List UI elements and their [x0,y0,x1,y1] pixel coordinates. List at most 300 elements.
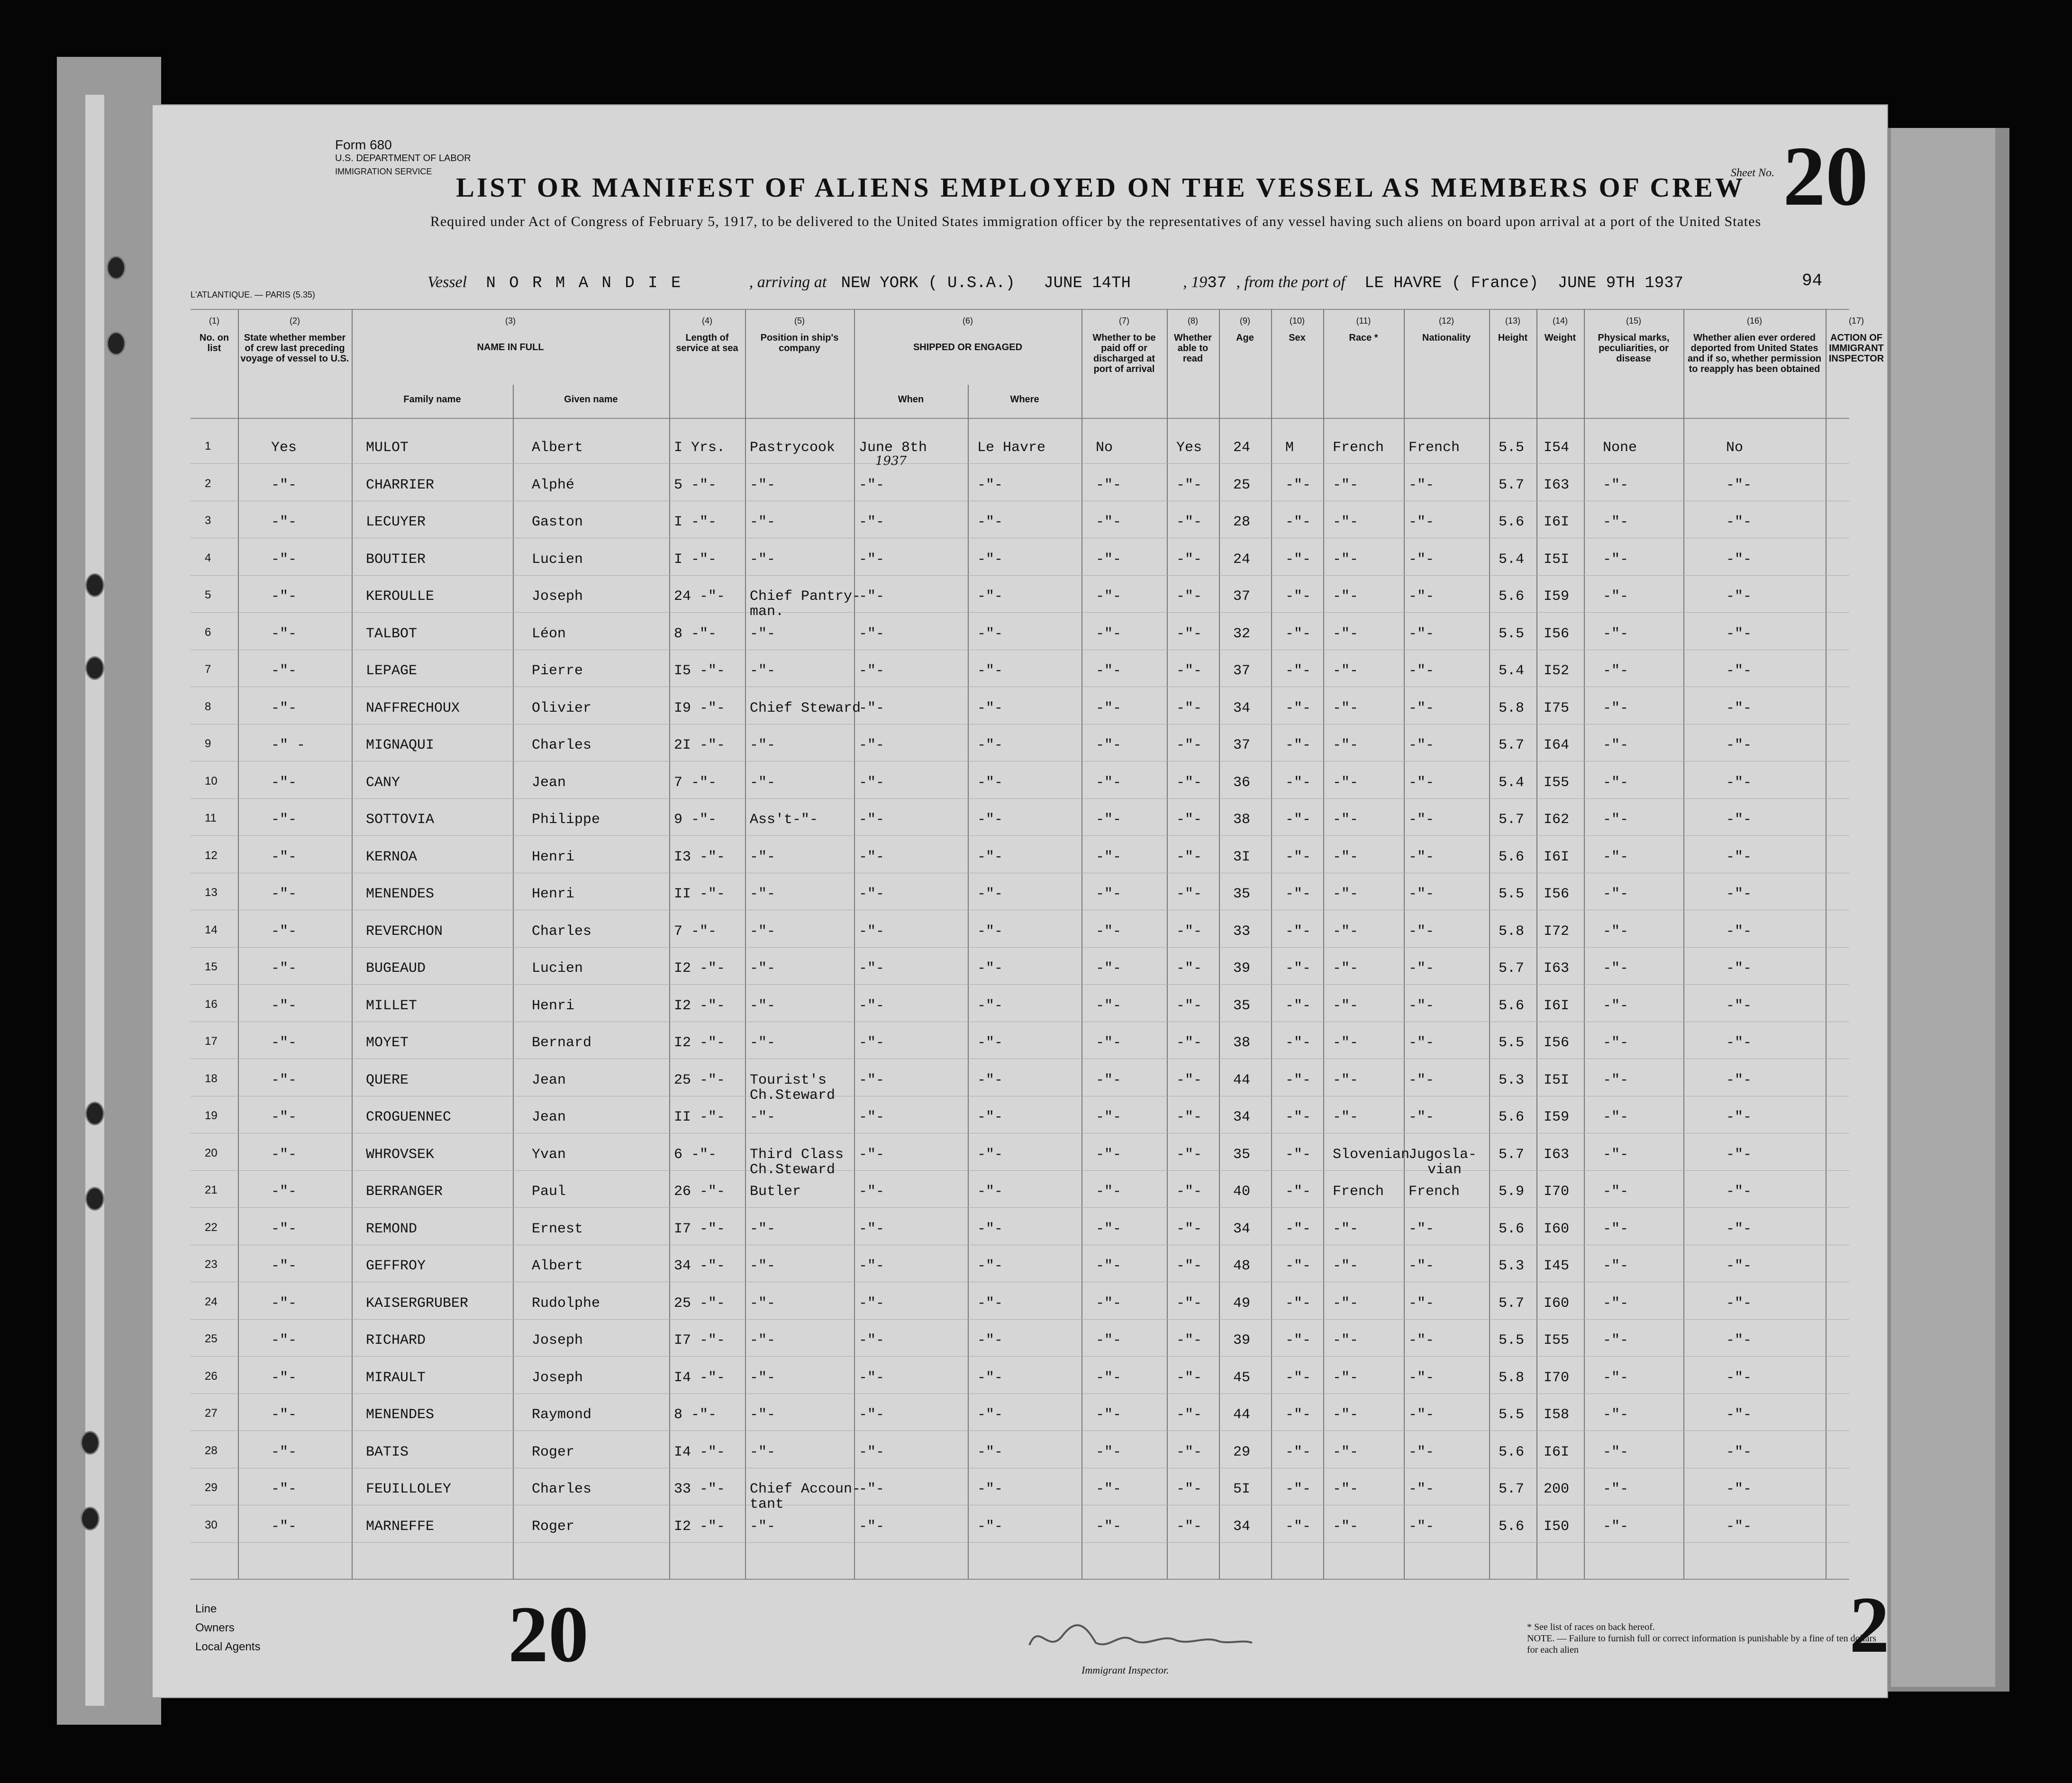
cell-position: -"- [750,1518,776,1535]
column-divider [1219,309,1220,1579]
cell-deported: -"- [1726,700,1752,716]
column-number-c13: (13) [1505,316,1520,326]
cell-service: I2 -"- [674,997,726,1014]
cell-where: -"- [977,886,1003,902]
binder-hole [85,573,104,597]
cell-no: 30 [205,1518,218,1531]
cell-marks: -"- [1603,886,1629,902]
manifest-page [152,104,1888,1698]
cell-age: 38 [1233,1035,1251,1051]
header-top-rule [191,309,1849,310]
cell-when: -"- [859,663,885,679]
row-rule [191,984,1849,985]
cell-given: Alphé [532,477,575,493]
column-number-c2: (2) [290,316,300,326]
row-rule [191,1319,1849,1320]
arriving-label: , arriving at [749,273,827,291]
cell-given: Henri [532,886,575,902]
cell-paid: -"- [1096,700,1122,716]
margin-mark: 94 [1802,271,1823,290]
cell-race: -"- [1333,997,1359,1014]
cell-nationality: French [1409,440,1460,456]
cell-paid: -"- [1096,849,1122,865]
cell-when: -"- [859,1109,885,1125]
cell-nationality: -"- [1409,625,1435,642]
cell-height: 5.7 [1499,812,1525,828]
cell-crew: -"- [271,1295,297,1312]
cell-when: -"- [859,1295,885,1312]
cell-nationality: -"- [1409,849,1435,865]
cell-position-continued: Ch.Steward [750,1087,836,1104]
cell-crew: -"- [271,700,297,716]
cell-deported: -"- [1726,1481,1752,1497]
column-header-c15: Physical marks, peculiarities, or disease [1598,333,1670,364]
row-rule [191,463,1849,464]
cell-position: -"- [750,663,776,679]
cell-deported: -"- [1726,997,1752,1014]
cell-deported: -"- [1726,1258,1752,1274]
cell-crew: Yes [271,440,297,456]
cell-where: -"- [977,997,1003,1014]
cell-given: Bernard [532,1035,592,1051]
cell-service: 24 -"- [674,588,726,605]
cell-race: -"- [1333,849,1359,865]
cell-age: 34 [1233,1221,1251,1237]
cell-no: 14 [205,923,218,936]
cell-height: 5.7 [1499,737,1525,753]
cell-when: -"- [859,737,885,753]
column-header-c1: No. on list [199,333,229,353]
cell-given: Olivier [532,700,592,716]
column-number-c1: (1) [209,316,219,326]
column-header-c3: NAME IN FULL [477,342,544,353]
cell-family: TALBOT [366,625,418,642]
binder-hole [81,1507,100,1530]
cell-weight: I72 [1544,923,1570,940]
cell-no: 18 [205,1072,218,1085]
cell-marks: -"- [1603,1184,1629,1200]
cell-read: -"- [1176,663,1202,679]
cell-deported: -"- [1726,514,1752,530]
sheet-number: 20 [1783,129,1868,223]
cell-crew: -"- [271,1481,297,1497]
cell-nationality: -"- [1409,1109,1435,1125]
cell-paid: -"- [1096,1407,1122,1423]
cell-position-continued: tant [750,1496,784,1512]
cell-family: CHARRIER [366,477,435,493]
arrival-port: NEW YORK ( U.S.A.) [841,274,1015,292]
cell-when: -"- [859,700,885,716]
column-header-c11: Race * [1349,333,1378,343]
cell-nationality: -"- [1409,588,1435,605]
cell-where: -"- [977,477,1003,493]
cell-paid: -"- [1096,1332,1122,1349]
cell-marks: -"- [1603,997,1629,1014]
subheader-where: Where [1010,394,1039,405]
cell-where: -"- [977,663,1003,679]
cell-where: -"- [977,1518,1003,1535]
cell-when: -"- [859,551,885,568]
cell-no: 15 [205,960,218,973]
cell-race: -"- [1333,1407,1359,1423]
cell-sex: -"- [1285,960,1311,977]
cell-sex: -"- [1285,514,1311,530]
cell-family: QUERE [366,1072,409,1088]
cell-race: -"- [1333,700,1359,716]
cell-service: I9 -"- [674,700,726,716]
cell-weight: I60 [1544,1221,1570,1237]
cell-paid: -"- [1096,1035,1122,1051]
cell-position: Pastrycook [750,440,836,456]
cell-deported: -"- [1726,812,1752,828]
cell-race: French [1333,440,1384,456]
cell-position: -"- [750,923,776,940]
cell-crew: -"- [271,886,297,902]
cell-service: 7 -"- [674,923,717,940]
cell-given: Raymond [532,1407,592,1423]
cell-service: I3 -"- [674,849,726,865]
column-number-c11: (11) [1356,316,1371,326]
cell-position: -"- [750,737,776,753]
cell-family: MENENDES [366,1407,435,1423]
cell-weight: I56 [1544,625,1570,642]
column-divider [1271,309,1272,1579]
row-rule [191,1356,1849,1357]
cell-when: -"- [859,1258,885,1274]
column-number-c16: (16) [1746,316,1762,326]
cell-height: 5.6 [1499,1221,1525,1237]
cell-family: REVERCHON [366,923,443,940]
cell-height: 5.8 [1499,700,1525,716]
cell-height: 5.6 [1499,588,1525,605]
cell-given: Jean [532,774,566,791]
cell-height: 5.4 [1499,663,1525,679]
cell-service: 8 -"- [674,1407,717,1423]
cell-sex: -"- [1285,812,1311,828]
cell-crew: -"- [271,1407,297,1423]
cell-deported: -"- [1726,588,1752,605]
cell-weight: I52 [1544,663,1570,679]
vessel-name: N O R M A N D I E [486,274,683,292]
cell-weight: I55 [1544,1332,1570,1349]
cell-race: -"- [1333,477,1359,493]
service-text: IMMIGRATION SERVICE [335,167,432,176]
cell-paid: -"- [1096,551,1122,568]
cell-family: BOUTIER [366,551,426,568]
manifest-title: LIST OR MANIFEST OF ALIENS EMPLOYED ON THE VESSEL AS MEMBERS OF CREW [456,172,1745,203]
cell-given: Ernest [532,1221,583,1237]
inspector-caption: Immigrant Inspector. [1081,1664,1169,1676]
cell-when: -"- [859,1184,885,1200]
cell-position: -"- [750,886,776,902]
column-number-c12: (12) [1438,316,1454,326]
column-number-c8: (8) [1188,316,1198,326]
cell-where: -"- [977,1369,1003,1386]
cell-marks: -"- [1603,1109,1629,1125]
cell-given: Albert [532,1258,583,1274]
cell-height: 5.5 [1499,440,1525,456]
cell-service: II -"- [674,1109,726,1125]
cell-family: MIGNAQUI [366,737,435,753]
cell-service: I Yrs. [674,440,726,456]
cell-paid: -"- [1096,923,1122,940]
row-rule [191,1170,1849,1171]
cell-where: Le Havre [977,440,1046,456]
column-header-c4: Length of service at sea [676,333,738,353]
cell-weight: I56 [1544,886,1570,902]
cell-crew: -"- [271,1444,297,1460]
cell-weight: I6I [1544,849,1570,865]
cell-age: 5I [1233,1481,1251,1497]
cell-age: 49 [1233,1295,1251,1312]
cell-marks: -"- [1603,477,1629,493]
cell-family: MARNEFFE [366,1518,435,1535]
cell-read: -"- [1176,477,1202,493]
cell-crew: -"- [271,1035,297,1051]
cell-position: -"- [750,960,776,977]
cell-nationality: French [1409,1184,1460,1200]
cell-no: 6 [205,625,211,639]
cell-when: -"- [859,1221,885,1237]
cell-service: I5 -"- [674,663,726,679]
cell-no: 23 [205,1258,218,1271]
cell-weight: I62 [1544,812,1570,828]
cell-deported: -"- [1726,849,1752,865]
cell-when: -"- [859,1518,885,1535]
cell-age: 37 [1233,737,1251,753]
cell-where: -"- [977,849,1003,865]
cell-paid: -"- [1096,960,1122,977]
fine-note: NOTE. — Failure to furnish full or correct information is punishable by a fine of ten dollars for each alien [1527,1633,1877,1655]
cell-paid: -"- [1096,812,1122,828]
cell-family: GEFFROY [366,1258,426,1274]
cell-no: 7 [205,663,211,676]
cell-deported: -"- [1726,886,1752,902]
cell-where: -"- [977,1481,1003,1497]
cell-height: 5.6 [1499,1518,1525,1535]
column-number-c5: (5) [794,316,805,326]
cell-marks: -"- [1603,1481,1629,1497]
column-number-c14: (14) [1552,316,1568,326]
cell-read: -"- [1176,997,1202,1014]
column-divider [854,309,855,1579]
cell-nationality: -"- [1409,1369,1435,1386]
cell-sex: -"- [1285,1035,1311,1051]
cell-position: -"- [750,1295,776,1312]
cell-race: -"- [1333,1295,1359,1312]
cell-position: -"- [750,1369,776,1386]
cell-weight: I5I [1544,551,1570,568]
cell-sex: -"- [1285,1072,1311,1088]
cell-given: Gaston [532,514,583,530]
column-number-c6: (6) [963,316,973,326]
cell-sex: -"- [1285,1258,1311,1274]
cell-family: MIRAULT [366,1369,426,1386]
cell-read: -"- [1176,1109,1202,1125]
cell-position: -"- [750,849,776,865]
cell-nationality: -"- [1409,477,1435,493]
cell-position: -"- [750,477,776,493]
cell-when: -"- [859,923,885,940]
cell-given: Roger [532,1444,575,1460]
cell-race: -"- [1333,551,1359,568]
cell-paid: -"- [1096,1146,1122,1163]
cell-age: 29 [1233,1444,1251,1460]
cell-crew: -"- [271,663,297,679]
vessel-label: Vessel [427,273,467,291]
cell-sex: -"- [1285,1444,1311,1460]
cell-marks: -"- [1603,1146,1629,1163]
cell-sex: -"- [1285,1369,1311,1386]
row-rule [191,835,1849,836]
cell-where: -"- [977,1332,1003,1349]
cell-family: KEROULLE [366,588,435,605]
cell-crew: -"- [271,1518,297,1535]
cell-when: -"- [859,849,885,865]
binder-hole [107,332,126,355]
cell-position: Chief Steward [750,700,861,716]
departure-port: LE HAVRE ( France) [1364,274,1539,292]
cell-family: LECUYER [366,514,426,530]
sub-column-divider [513,385,514,1579]
cell-paid: -"- [1096,588,1122,605]
cell-paid: -"- [1096,1258,1122,1274]
cell-height: 5.7 [1499,1295,1525,1312]
cell-family: SOTTOVIA [366,812,435,828]
cell-height: 5.6 [1499,849,1525,865]
cell-read: -"- [1176,960,1202,977]
cell-where: -"- [977,1258,1003,1274]
cell-weight: I63 [1544,960,1570,977]
cell-read: -"- [1176,1146,1202,1163]
header-bottom-rule [191,418,1849,419]
cell-given: Paul [532,1184,566,1200]
cell-paid: -"- [1096,1369,1122,1386]
column-number-c9: (9) [1240,316,1250,326]
printer-mark: L'ATLANTIQUE. — PARIS (5.35) [191,290,315,299]
cell-age: 37 [1233,588,1251,605]
cell-read: -"- [1176,1035,1202,1051]
cell-race: Slovenian [1333,1146,1410,1163]
cell-deported: -"- [1726,663,1752,679]
cell-family: LEPAGE [366,663,418,679]
cell-crew: -"- [271,588,297,605]
column-header-c12: Nationality [1422,333,1471,343]
cell-weight: I60 [1544,1295,1570,1312]
cell-crew: -" - [271,737,306,753]
cell-given: Albert [532,440,583,456]
column-divider [745,309,746,1579]
cell-weight: I6I [1544,514,1570,530]
cell-no: 27 [205,1407,218,1420]
cell-height: 5.8 [1499,1369,1525,1386]
cell-service: I7 -"- [674,1221,726,1237]
cell-service: 34 -"- [674,1258,726,1274]
cell-race: -"- [1333,625,1359,642]
binder-strip [85,95,104,1706]
cell-age: 35 [1233,886,1251,902]
cell-race: -"- [1333,1072,1359,1088]
cell-family: KERNOA [366,849,418,865]
cell-given: Charles [532,737,592,753]
cell-deported: -"- [1726,1444,1752,1460]
row-rule [191,575,1849,576]
cell-age: 48 [1233,1258,1251,1274]
cell-given: Lucien [532,551,583,568]
cell-read: -"- [1176,812,1202,828]
cell-position: -"- [750,1258,776,1274]
cell-where: -"- [977,923,1003,940]
cell-marks: -"- [1603,1035,1629,1051]
column-header-c10: Sex [1289,333,1306,343]
cell-position: Third Class [750,1146,844,1163]
cell-no: 4 [205,551,211,564]
row-rule [191,1430,1849,1431]
column-header-c8: Whether able to read [1174,333,1212,364]
cell-paid: -"- [1096,886,1122,902]
cell-age: 45 [1233,1369,1251,1386]
cell-crew: -"- [271,1109,297,1125]
cell-given: Henri [532,997,575,1014]
cell-deported: -"- [1726,1072,1752,1088]
cell-nationality: -"- [1409,1221,1435,1237]
cell-deported: -"- [1726,774,1752,791]
cell-where: -"- [977,1407,1003,1423]
cell-read: -"- [1176,1258,1202,1274]
cell-height: 5.8 [1499,923,1525,940]
cell-sex: -"- [1285,1109,1311,1125]
cell-position: -"- [750,625,776,642]
cell-weight: I55 [1544,774,1570,791]
cell-where: -"- [977,1221,1003,1237]
cell-read: -"- [1176,514,1202,530]
cell-nationality: -"- [1409,886,1435,902]
cell-sex: -"- [1285,1221,1311,1237]
cell-family: NAFFRECHOUX [366,700,460,716]
cell-deported: -"- [1726,1295,1752,1312]
cell-read: -"- [1176,1072,1202,1088]
cell-no: 1 [205,440,211,453]
cell-height: 5.5 [1499,625,1525,642]
cell-service: 9 -"- [674,812,717,828]
cell-crew: -"- [271,625,297,642]
cell-where: -"- [977,1146,1003,1163]
owners-label: Owners [195,1621,235,1634]
column-number-c15: (15) [1626,316,1641,326]
cell-position: Tourist's [750,1072,827,1088]
cell-crew: -"- [271,1146,297,1163]
cell-paid: -"- [1096,1184,1122,1200]
cell-height: 5.5 [1499,1035,1525,1051]
cell-no: 13 [205,886,218,899]
cell-nationality: -"- [1409,1295,1435,1312]
cell-weight: I54 [1544,440,1570,456]
cell-sex: -"- [1285,997,1311,1014]
cell-deported: -"- [1726,1035,1752,1051]
cell-weight: I59 [1544,1109,1570,1125]
cell-race: -"- [1333,960,1359,977]
cell-race: -"- [1333,1109,1359,1125]
cell-marks: -"- [1603,1332,1629,1349]
cell-when: -"- [859,1481,885,1497]
cell-given: Jean [532,1072,566,1088]
cell-age: 3I [1233,849,1251,865]
cell-read: -"- [1176,1221,1202,1237]
cell-sex: -"- [1285,1481,1311,1497]
cell-age: 35 [1233,1146,1251,1163]
cell-position: -"- [750,1221,776,1237]
cell-sex: -"- [1285,849,1311,865]
